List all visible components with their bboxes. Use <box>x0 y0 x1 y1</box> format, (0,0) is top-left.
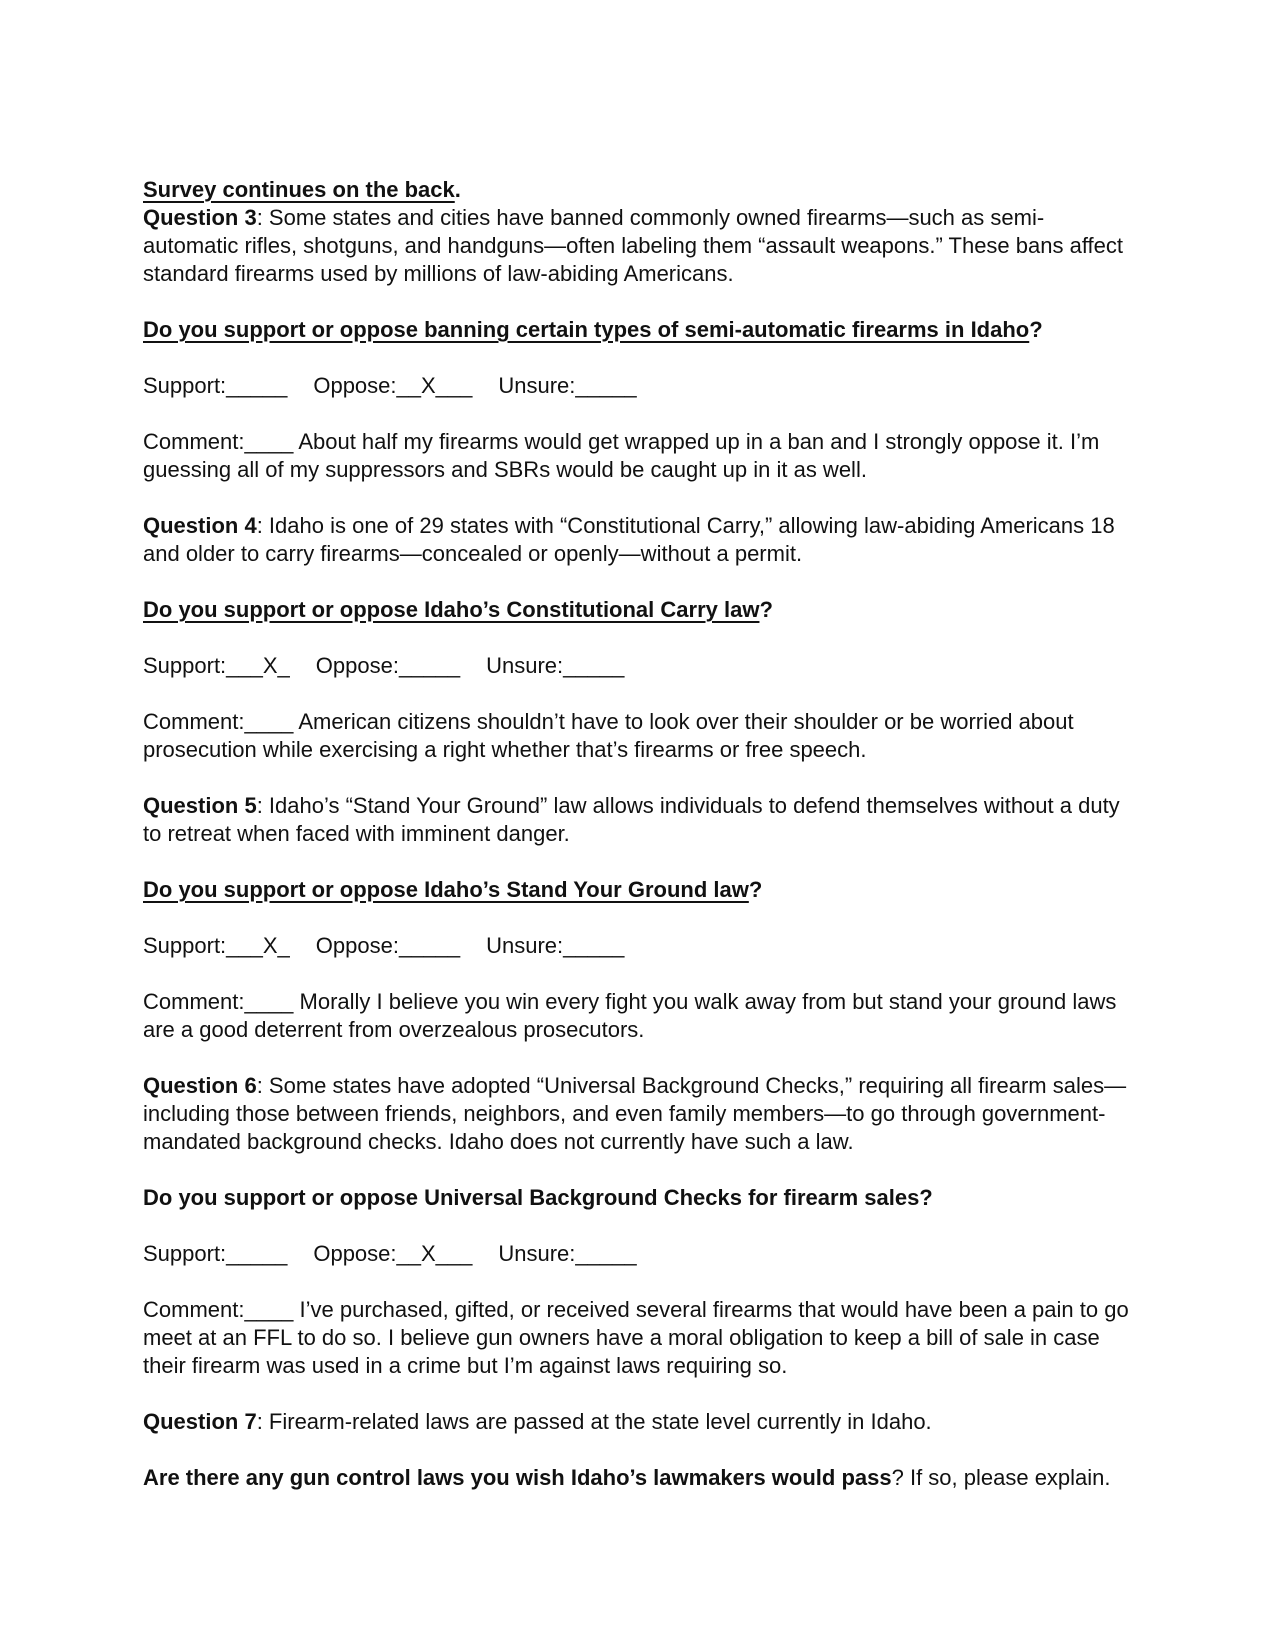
question-3-label: Question 3 <box>143 205 257 230</box>
question-5-prompt-suffix: ? <box>748 877 763 902</box>
question-7-text <box>143 1408 1133 1436</box>
question-6-block <box>143 1072 1133 1380</box>
comment-text: I’ve purchased, gifted, or received several firearms that would have been a pain to go meet at an FFL to do so. I believe gun owners have a moral obligation to keep a bill of sale in case their firearm was used in a crime but I’m against laws requiring so. <box>143 1297 1129 1378</box>
comment-label: Comment:____ <box>143 709 294 734</box>
question-3-text <box>143 204 1133 288</box>
question-6-text <box>143 1072 1133 1156</box>
question-6-comment <box>143 1296 1133 1380</box>
question-4-prompt-text: Do you support or oppose Idaho’s Constitutional Carry law <box>143 597 760 622</box>
question-4-text <box>143 512 1133 568</box>
question-5-text <box>143 792 1133 848</box>
question-4-comment <box>143 708 1133 764</box>
question-5-prompt <box>143 876 1133 904</box>
unsure-field: Unsure:_____ <box>486 933 625 958</box>
survey-continuation-note <box>143 176 1133 204</box>
question-5-label: Question 5 <box>143 793 257 818</box>
oppose-field: Oppose:__X___ <box>313 1241 473 1266</box>
question-4-label: Question 4 <box>143 513 257 538</box>
question-4-prompt-suffix: ? <box>759 597 773 622</box>
question-4-block <box>143 512 1133 764</box>
question-5-prompt-text: Do you support or oppose Idaho’s Stand Your Ground law <box>143 877 749 902</box>
question-3-block <box>143 204 1133 484</box>
support-field: Support:___X_ <box>143 933 290 958</box>
comment-label: Comment:____ <box>143 989 294 1014</box>
question-6-answers <box>143 1240 1133 1268</box>
question-4-answers <box>143 652 1133 680</box>
support-field: Support:_____ <box>143 1241 288 1266</box>
question-7-block <box>143 1408 1133 1492</box>
continuation-note-period: . <box>454 177 461 202</box>
question-3-comment <box>143 428 1133 484</box>
comment-text: Morally I believe you win every fight you walk away from but stand your ground laws are a good deterrent from overzealous prosecutors. <box>143 989 1117 1042</box>
comment-label: Comment:____ <box>143 1297 294 1322</box>
question-7-body: : Firearm-related laws are passed at the state level currently in Idaho. <box>256 1409 932 1434</box>
question-3-prompt <box>143 316 1133 344</box>
support-field: Support:___X_ <box>143 653 290 678</box>
support-field: Support:_____ <box>143 373 288 398</box>
unsure-field: Unsure:_____ <box>486 653 625 678</box>
question-4-prompt <box>143 596 1133 624</box>
question-4-body: : Idaho is one of 29 states with “Constitutional Carry,” allowing law-abiding Americans 18 and older to carry firearms—concealed or openly—without a permit. <box>143 513 1115 566</box>
oppose-field: Oppose:__X___ <box>313 373 473 398</box>
comment-text: American citizens shouldn’t have to look over their shoulder or be worried about prosecution while exercising a right whether that’s firearms or free speech. <box>143 709 1074 762</box>
comment-text: About half my firearms would get wrapped up in a ban and I strongly oppose it. I’m guessing all of my suppressors and SBRs would be caught up in it as well. <box>143 429 1100 482</box>
question-6-prompt-text: Do you support or oppose Universal Background Checks for firearm sales? <box>143 1185 933 1210</box>
comment-label: Comment:____ <box>143 429 294 454</box>
question-7-label: Question 7 <box>143 1409 257 1434</box>
question-6-body: : Some states have adopted “Universal Background Checks,” requiring all firearm sales—including those between friends, neighbors, and even family members—to go through government-mandated background checks. Idaho does not currently have such a law. <box>143 1073 1127 1154</box>
question-5-block <box>143 792 1133 1044</box>
question-5-body: : Idaho’s “Stand Your Ground” law allows individuals to defend themselves without a duty to retreat when faced with imminent danger. <box>143 793 1120 846</box>
question-5-answers <box>143 932 1133 960</box>
oppose-field: Oppose:_____ <box>315 653 461 678</box>
oppose-field: Oppose:_____ <box>315 933 461 958</box>
continuation-note-text: Survey continues on the back <box>143 177 455 202</box>
question-6-label: Question 6 <box>143 1073 257 1098</box>
question-6-prompt <box>143 1184 1133 1212</box>
question-7-prompt <box>143 1464 1133 1492</box>
unsure-field: Unsure:_____ <box>498 373 637 398</box>
question-3-prompt-text: Do you support or oppose banning certain types of semi-automatic firearms in Idaho <box>143 317 1030 342</box>
unsure-field: Unsure:_____ <box>498 1241 637 1266</box>
question-7-prompt-rest: ? If so, please explain. <box>891 1465 1111 1490</box>
question-3-prompt-suffix: ? <box>1029 317 1043 342</box>
question-5-comment <box>143 988 1133 1044</box>
question-3-answers <box>143 372 1133 400</box>
question-7-prompt-bold: Are there any gun control laws you wish Idaho’s lawmakers would pass <box>143 1465 892 1490</box>
question-3-body: : Some states and cities have banned commonly owned firearms—such as semi-automatic rifles, shotguns, and handguns—often labeling them “assault weapons.” These bans affect standard firearms used by millions of law-abiding Americans. <box>143 205 1124 286</box>
